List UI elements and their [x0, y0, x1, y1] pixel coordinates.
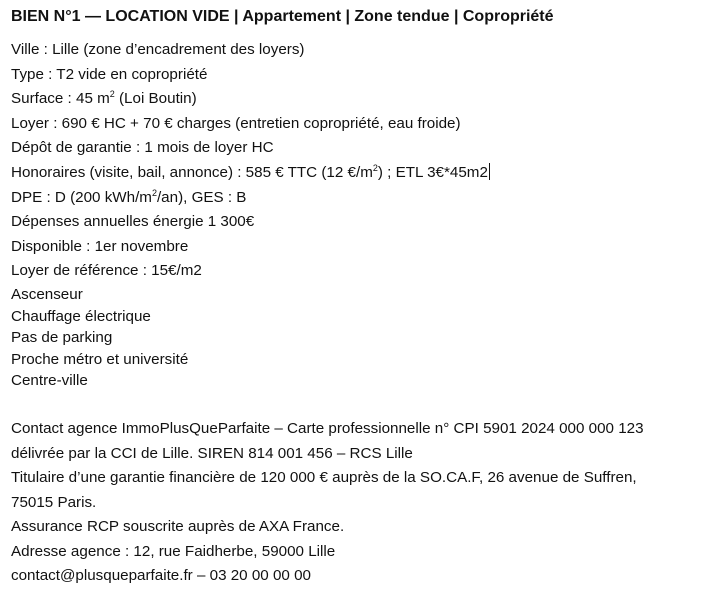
reference-rent-line: Loyer de référence : 15€/m2 [11, 262, 202, 280]
surface-text: Surface : 45 m [11, 90, 110, 108]
surface-line [11, 87, 721, 112]
fees-etl: ) ; ETL 3€*45m2 [377, 163, 488, 181]
paragraph-spacer [11, 392, 721, 417]
city-line: Ville : Lille (zone d’encadrement des loyers) [11, 41, 305, 58]
availability-line: Disponible : 1er novembre [11, 237, 189, 255]
feature-item: Ascenseur [11, 285, 83, 303]
fees-superscript: 2 [372, 162, 378, 173]
rent-line: Loyer : 690 € HC + 70 € charges (entretien copropriété, eau froide) [11, 114, 461, 132]
agency-line-1: Contact agence ImmoPlusQueParfaite – Carte professionnelle n° CPI 5901 2024 000 000 123 [11, 419, 644, 437]
dpe-superscript: 2 [151, 187, 157, 198]
surface-law: (Loi Boutin) [114, 90, 197, 108]
type-line: Type : T2 vide en copropriété [11, 65, 208, 83]
text-cursor [489, 163, 490, 180]
agency-line-2: délivrée par la CCI de Lille. SIREN 814 001 456 – RCS Lille [11, 444, 413, 462]
insurance-line: Assurance RCP souscrite auprès de AXA France. [11, 518, 345, 536]
energy-expenses-line: Dépenses annuelles énergie 1 300€ [11, 213, 255, 231]
feature-item: Centre-ville [11, 372, 88, 390]
agency-contact-block [11, 417, 721, 589]
dpe-text: DPE : D (200 kWh/m [11, 188, 152, 206]
dpe-ges: /an), GES : B [156, 188, 247, 206]
address-line: Adresse agence : 12, rue Faidherbe, 59000 Lille [11, 542, 336, 560]
fees-text: Honoraires (visite, bail, annonce) : 585 € TTC (12 €/m [11, 163, 373, 181]
feature-item: Chauffage électrique [11, 307, 151, 325]
feature-item: Pas de parking [11, 329, 113, 347]
guarantee-line-2: 75015 Paris. [11, 493, 97, 511]
listing-details [11, 38, 721, 392]
listing-title: BIEN N°1 — LOCATION VIDE | Appartement | Zone tendue | Copropriété [11, 8, 554, 25]
guarantee-line-1: Titulaire d’une garantie financière de 120 000 € auprès de la SO.CA.F, 26 avenue de Suffren, [11, 469, 637, 487]
email-phone-line: contact@plusqueparfaite.fr – 03 20 00 00 00 [11, 567, 311, 585]
deposit-line: Dépôt de garantie : 1 mois de loyer HC [11, 139, 274, 157]
surface-superscript: 2 [109, 89, 115, 100]
fees-line[interactable] [11, 161, 721, 186]
feature-item: Proche métro et université [11, 350, 189, 368]
dpe-line [11, 186, 721, 211]
